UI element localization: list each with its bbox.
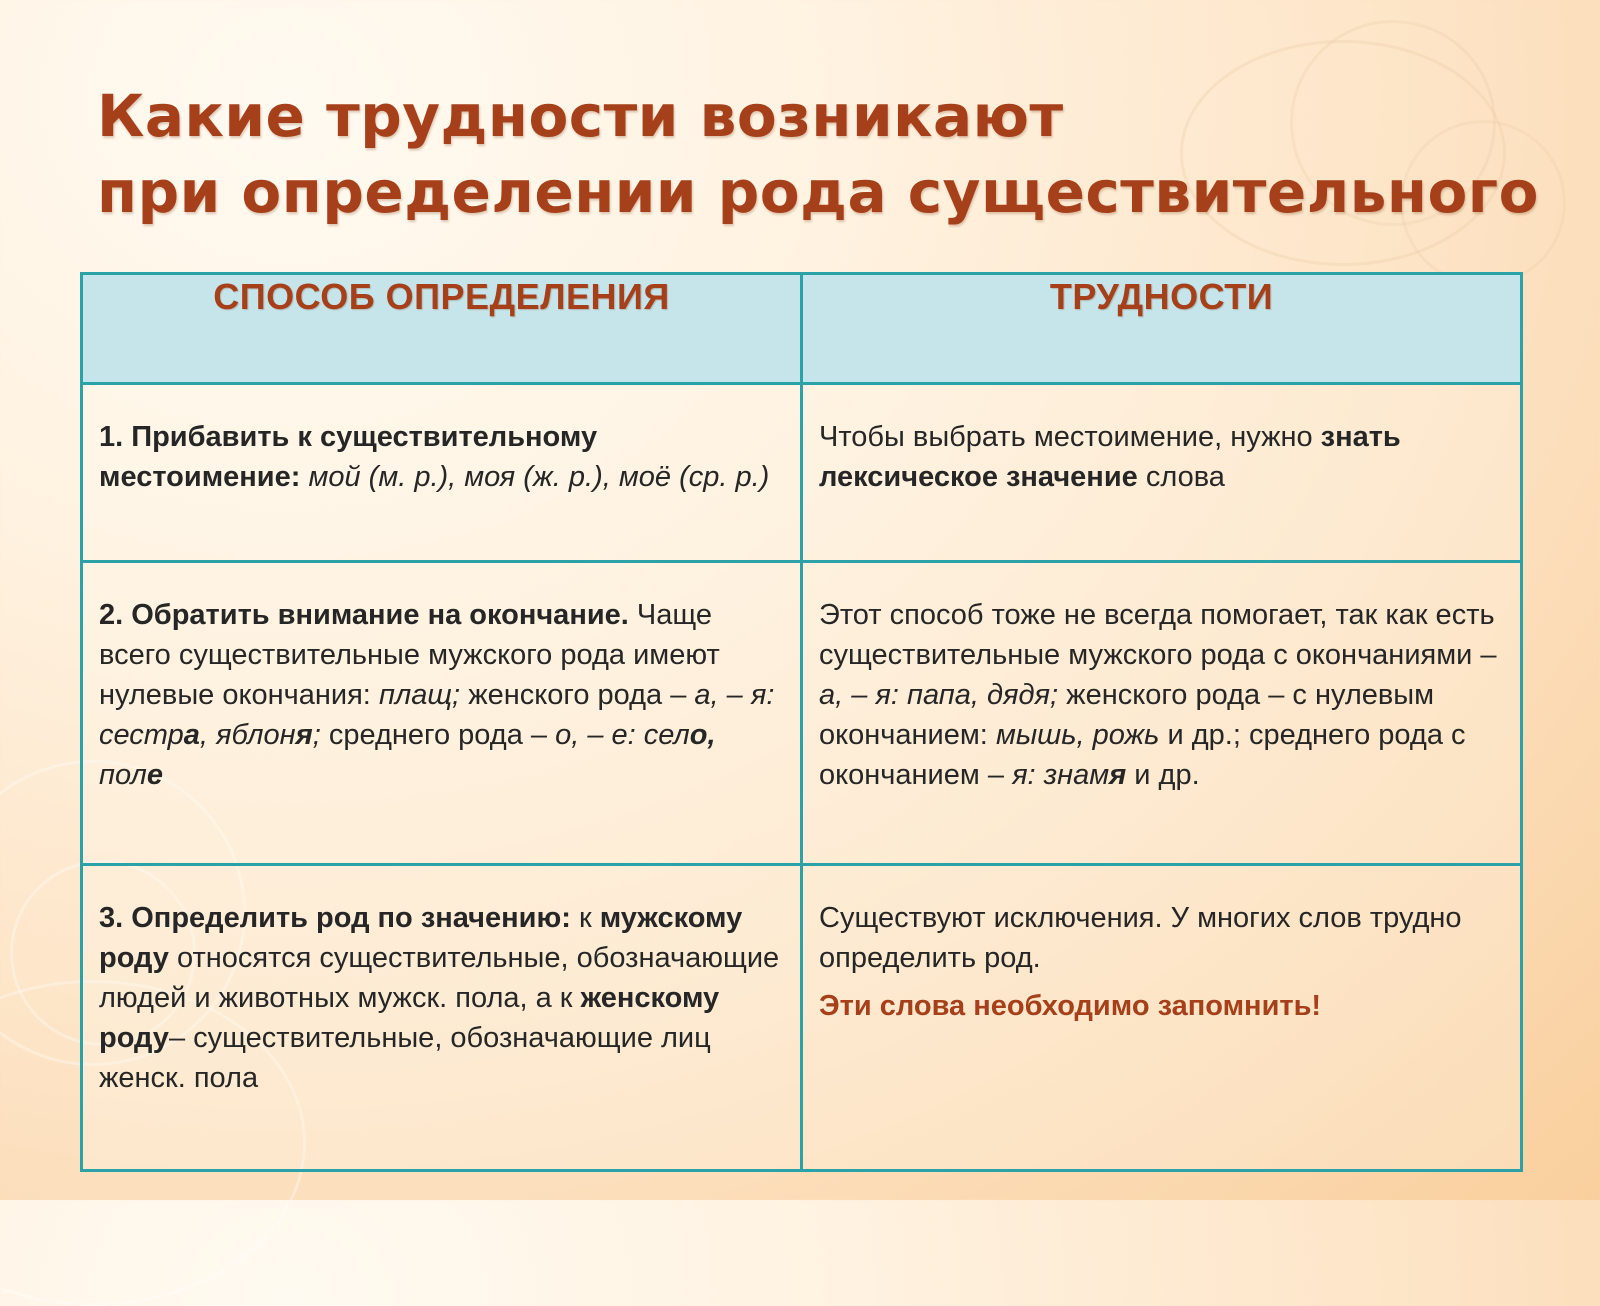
method-cell-3: [82, 864, 802, 1170]
comparison-table: [80, 272, 1523, 1172]
difficulty-2-example-neut: я: знам: [1012, 758, 1110, 791]
method-cell-1: [82, 384, 802, 562]
method-2-text-b: женского рода –: [468, 678, 687, 711]
difficulty-2-text-c: и др.; среднего рода с окончанием –: [819, 718, 1466, 791]
difficulty-2-text-d: и др.: [1134, 758, 1200, 791]
table-header-row: [82, 274, 1522, 384]
method-2-title: 2. Обратить внимание на окончание.: [99, 598, 629, 631]
method-2-semicolon: ;: [312, 718, 321, 751]
method-3-text-b: относятся существительные, обозначающие людей и животных мужск. пола, а к: [99, 941, 780, 1014]
method-2-example-neut-a: о, – е: сел: [555, 718, 690, 751]
slide-title-line-2: при определении рода существительного: [97, 158, 1539, 226]
comparison-table-frame: [80, 272, 1520, 1172]
difficulty-1-text-a: Чтобы выбрать местоимение, нужно: [819, 421, 1313, 454]
method-2-ending-a: а: [183, 718, 200, 751]
header-method: СПОСОБ ОПРЕДЕЛЕНИЯ: [82, 274, 802, 384]
difficulty-2-text-a: Этот способ тоже не всегда помогает, так как есть существительные мужского рода с окончаниями –: [819, 598, 1497, 671]
difficulty-cell-1: [802, 384, 1522, 562]
method-3-masculine: мужскому роду: [99, 901, 743, 974]
method-3-title: 3. Определить род по значению:: [99, 901, 571, 934]
method-2-example-fem-a: а, – я: сестр: [99, 678, 775, 751]
difficulty-cell-3: [802, 864, 1522, 1170]
method-2-ending-o: о,: [689, 718, 716, 751]
difficulty-1-emphasis: знать лексическое значение: [819, 421, 1401, 494]
difficulty-3-text: Существуют исключения. У многих слов трудно определить род.: [819, 901, 1462, 974]
method-2-example-masc: плащ;: [378, 678, 461, 711]
slide-title-line-1: Какие трудности возникают: [97, 82, 1064, 150]
difficulty-2-example-masc: а, – я: папа, дядя;: [819, 678, 1059, 711]
difficulty-2-ending-ya: я: [1109, 758, 1127, 791]
difficulty-3-note: Эти слова необходимо запомнить!: [819, 989, 1322, 1022]
method-2-text-c: среднего рода –: [328, 718, 548, 751]
method-cell-2: [82, 561, 802, 864]
method-3-feminine: женскому роду: [99, 981, 720, 1054]
difficulty-2-text-b: женского рода – с нулевым окончанием:: [819, 678, 1435, 751]
method-2-ending-e: е: [146, 758, 163, 791]
method-3-text-a: к: [578, 901, 592, 934]
method-3-text-c: – существительные, обозначающие лиц женск. пола: [99, 1021, 711, 1094]
table-row: [82, 384, 1522, 562]
difficulty-2-example-fem: мышь, рожь: [995, 718, 1160, 751]
method-2-example-neut-b: пол: [99, 758, 147, 791]
method-2-ending-ya: я: [295, 718, 313, 751]
table-row: [82, 561, 1522, 864]
method-2-example-fem-b: , яблон: [199, 718, 296, 751]
difficulty-cell-2: [802, 561, 1522, 864]
header-difficulties: ТРУДНОСТИ: [802, 274, 1522, 384]
method-2-text-a: Чаще всего существительные мужского рода имеют нулевые окончания:: [99, 598, 720, 711]
method-1-examples: мой (м. р.), моя (ж. р.), моё (ср. р.): [308, 461, 770, 494]
slide-title: [97, 78, 1539, 230]
method-1-title: 1. Прибавить к существительному местоимение:: [99, 421, 598, 494]
difficulty-1-text-b: слова: [1145, 461, 1225, 494]
table-row: [82, 864, 1522, 1170]
